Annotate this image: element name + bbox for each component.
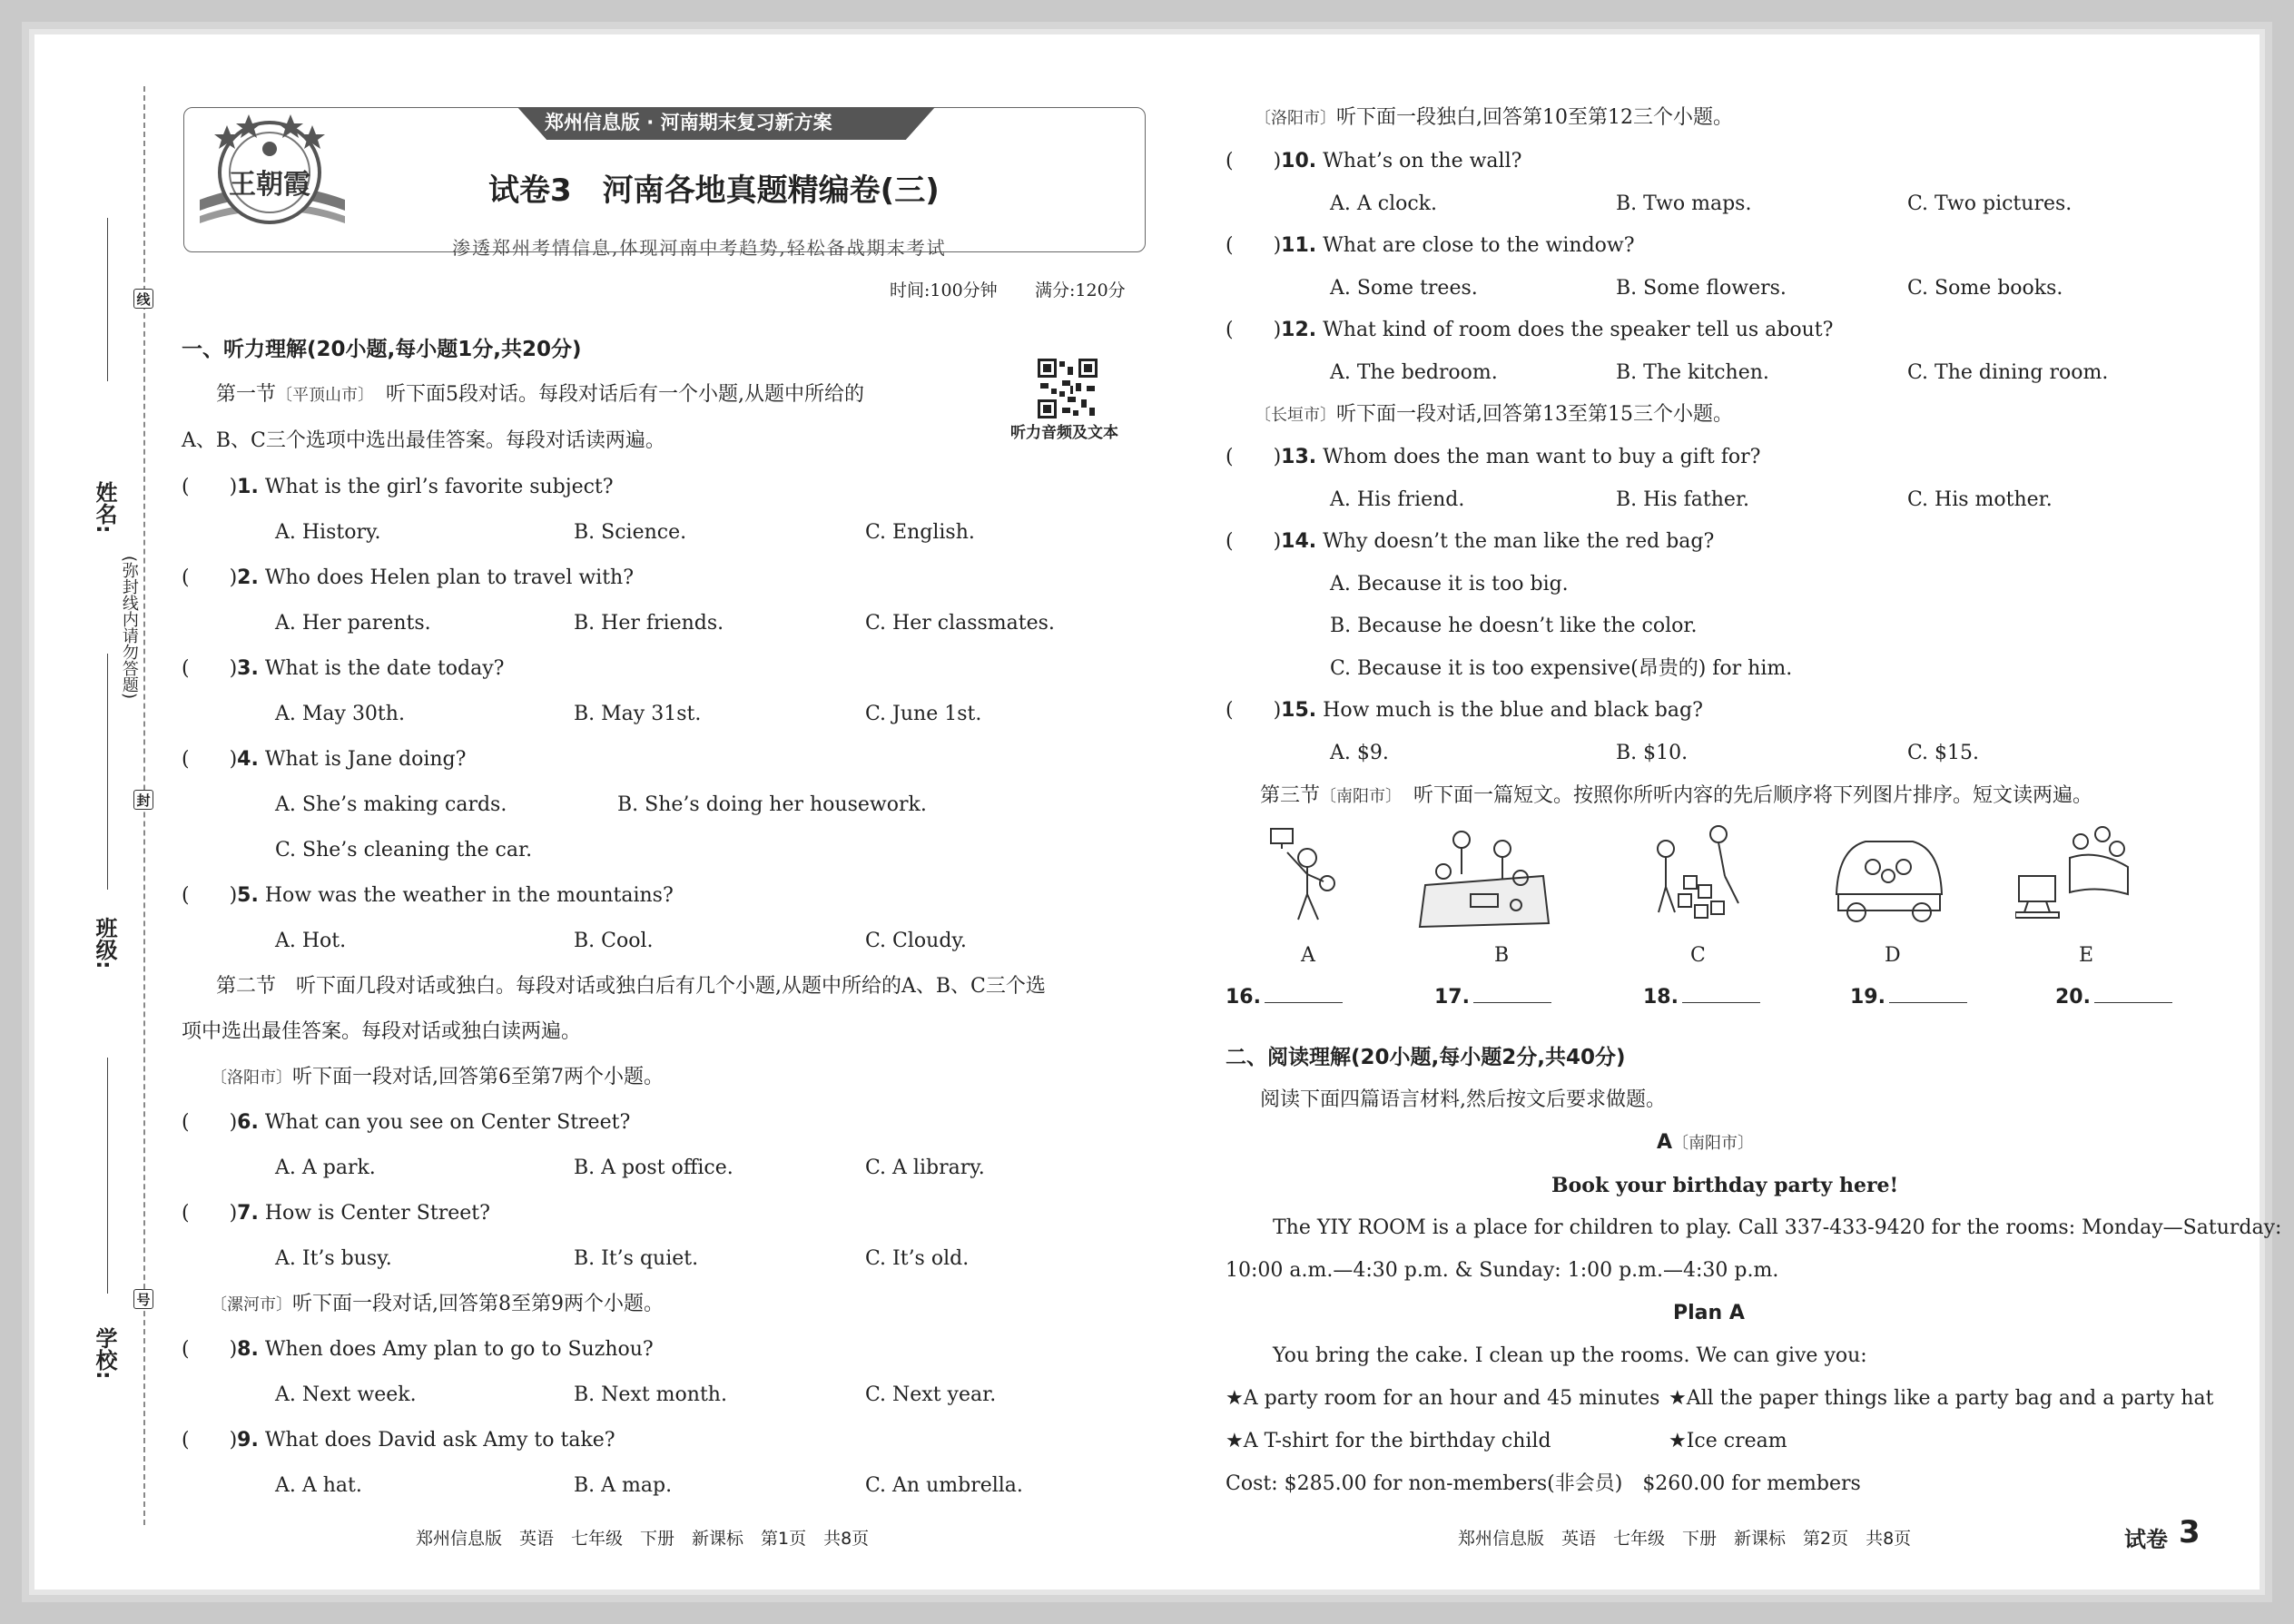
- part1-intro: 第一节〔平顶山市〕 听下面5段对话。每段对话后有一个小题,从题中所给的: [216, 383, 865, 406]
- option-6c[interactable]: C. A library.: [865, 1156, 985, 1179]
- question-5: ( )5. How was the weather in the mountains?: [182, 884, 674, 907]
- plan-item-1: ★A party room for an hour and 45 minutes: [1226, 1387, 1660, 1410]
- option-2a[interactable]: A. Her parents.: [275, 612, 431, 635]
- option-6a[interactable]: A. A park.: [275, 1156, 376, 1179]
- question-9: ( )9. What does David ask Amy to take?: [182, 1429, 615, 1452]
- picture-label-d: D: [1885, 944, 1901, 967]
- option-14b[interactable]: B. Because he doesn’t like the color.: [1330, 615, 1698, 637]
- picture-b: [1416, 822, 1552, 930]
- question-2: ( )2. Who does Helen plan to travel with?: [182, 566, 635, 589]
- exam-tag: 试卷: [2124, 1527, 2168, 1552]
- footer-right: 郑州信息版 英语 七年级 下册 新课标 第2页 共8页: [1458, 1529, 1912, 1549]
- time-limit: 时间:100分钟: [890, 281, 998, 300]
- option-8c[interactable]: C. Next year.: [865, 1383, 997, 1406]
- seal-brand-text: 王朝霞: [229, 169, 310, 201]
- question-15: ( )15. How much is the blue and black bag?: [1226, 699, 1703, 722]
- option-9b[interactable]: B. A map.: [574, 1474, 673, 1497]
- intro-q6-7: 〔洛阳市〕听下面一段对话,回答第6至第7两个小题。: [211, 1066, 664, 1088]
- option-6b[interactable]: B. A post office.: [574, 1156, 733, 1179]
- option-7b[interactable]: B. It’s quiet.: [574, 1247, 699, 1270]
- question-1: ( )1. What is the girl’s favorite subject?: [182, 476, 614, 498]
- option-11a[interactable]: A. Some trees.: [1330, 277, 1478, 300]
- part2-intro: 第二节 听下面几段对话或独白。每段对话或独白后有几个小题,从题中所给的A、B、C三个选: [216, 975, 1046, 998]
- option-13b[interactable]: B. His father.: [1616, 488, 1750, 511]
- option-12b[interactable]: B. The kitchen.: [1616, 361, 1769, 384]
- question-4: ( )4. What is Jane doing?: [182, 748, 467, 771]
- option-1a[interactable]: A. History.: [275, 521, 381, 544]
- option-9a[interactable]: A. A hat.: [275, 1474, 362, 1497]
- part3-intro: 第三节〔南阳市〕 听下面一篇短文。按照你所听内容的先后顺序将下列图片排序。短文读两遍。: [1260, 784, 2093, 807]
- name-underline: [107, 218, 108, 381]
- question-8: ( )8. When does Amy plan to go to Suzhou?: [182, 1338, 654, 1361]
- option-12a[interactable]: A. The bedroom.: [1330, 361, 1498, 384]
- option-1b[interactable]: B. Science.: [574, 521, 687, 544]
- question-10: ( )10. What’s on the wall?: [1226, 150, 1522, 172]
- part2-intro-line2: 项中选出最佳答案。每段对话或独白读两遍。: [182, 1020, 582, 1043]
- option-4a[interactable]: A. She’s making cards.: [275, 793, 507, 816]
- hao-seal-box: 号: [133, 1289, 153, 1309]
- intro-q10-12: 〔洛阳市〕听下面一段独白,回答第10至第12三个小题。: [1255, 106, 1733, 129]
- option-5c[interactable]: C. Cloudy.: [865, 930, 967, 952]
- question-6: ( )6. What can you see on Center Street?: [182, 1111, 631, 1134]
- plan-cost: Cost: $285.00 for non-members(非会员) $260.00 for members: [1226, 1472, 1861, 1495]
- passage-para1-line2: 10:00 a.m.—4:30 p.m. & Sunday: 1:00 p.m.—4:30 p.m.: [1226, 1259, 1779, 1282]
- picture-label-a: A: [1301, 944, 1315, 967]
- question-3: ( )3. What is the date today?: [182, 657, 505, 680]
- picture-c: [1639, 822, 1757, 930]
- section2-intro: 阅读下面四篇语言材料,然后按文后要求做题。: [1260, 1088, 1666, 1111]
- option-10b[interactable]: B. Two maps.: [1616, 192, 1752, 215]
- option-13a[interactable]: A. His friend.: [1330, 488, 1465, 511]
- plan-item-2: ★All the paper things like a party bag and a party hat: [1669, 1387, 2214, 1410]
- picture-a: [1251, 822, 1369, 930]
- picture-d: [1829, 822, 1947, 930]
- answer-blank-18[interactable]: 18.: [1643, 987, 1760, 1009]
- class-underline: [107, 654, 108, 890]
- option-8b[interactable]: B. Next month.: [574, 1383, 727, 1406]
- answer-blank-16[interactable]: 16.: [1226, 987, 1343, 1009]
- option-10a[interactable]: A. A clock.: [1330, 192, 1438, 215]
- option-3b[interactable]: B. May 31st.: [574, 703, 702, 725]
- picture-label-c: C: [1690, 944, 1706, 967]
- option-15b[interactable]: B. $10.: [1616, 742, 1689, 764]
- qr-label: 听力音频及文本: [1010, 424, 1118, 442]
- xian-seal-box: 线: [133, 289, 153, 309]
- footer-left: 郑州信息版 英语 七年级 下册 新课标 第1页 共8页: [416, 1529, 870, 1549]
- part1-intro-line2: A、B、C三个选项中选出最佳答案。每段对话读两遍。: [182, 429, 665, 452]
- question-12: ( )12. What kind of room does the speaker tell us about?: [1226, 319, 1834, 341]
- option-7c[interactable]: C. It’s old.: [865, 1247, 970, 1270]
- section2-heading: 二、阅读理解(20小题,每小题2分,共40分): [1226, 1046, 1626, 1069]
- passage-para1: The YIY ROOM is a place for children to play. Call 337-433-9420 for the rooms: Monday—Saturday:: [1273, 1216, 2282, 1239]
- picture-e: [2015, 822, 2133, 930]
- option-8a[interactable]: A. Next week.: [275, 1383, 417, 1406]
- option-12c[interactable]: C. The dining room.: [1907, 361, 2109, 384]
- banner-text: 郑州信息版 · 河南期末复习新方案: [545, 112, 832, 133]
- passage-title: Book your birthday party here!: [1551, 1174, 1899, 1197]
- option-5b[interactable]: B. Cool.: [574, 930, 654, 952]
- option-1c[interactable]: C. English.: [865, 521, 975, 544]
- seal-logo: [192, 109, 351, 250]
- seal-warning: (弥封线内请勿答题): [119, 556, 139, 700]
- qr-code[interactable]: [1038, 359, 1098, 418]
- answer-blank-17[interactable]: 17.: [1434, 987, 1551, 1009]
- class-label: 班级:: [92, 917, 117, 969]
- intro-q13-15: 〔长垣市〕听下面一段对话,回答第13至第15三个小题。: [1255, 403, 1733, 426]
- answer-blank-19[interactable]: 19.: [1850, 987, 1967, 1009]
- option-9c[interactable]: C. An umbrella.: [865, 1474, 1023, 1497]
- exam-tag-number: 3: [2179, 1514, 2200, 1550]
- option-5a[interactable]: A. Hot.: [275, 930, 347, 952]
- option-2c[interactable]: C. Her classmates.: [865, 612, 1055, 635]
- picture-label-e: E: [2079, 944, 2094, 967]
- option-15a[interactable]: A. $9.: [1330, 742, 1389, 764]
- plan-item-4: ★Ice cream: [1669, 1430, 1787, 1452]
- option-13c[interactable]: C. His mother.: [1907, 488, 2053, 511]
- intro-q8-9: 〔漯河市〕听下面一段对话,回答第8至第9两个小题。: [211, 1293, 664, 1315]
- option-3c[interactable]: C. June 1st.: [865, 703, 982, 725]
- exam-title: 试卷3 河南各地真题精编卷(三): [488, 172, 940, 209]
- plan-item-3: ★A T-shirt for the birthday child: [1226, 1430, 1551, 1452]
- school-label: 学校:: [92, 1327, 117, 1380]
- full-score: 满分:120分: [1035, 281, 1126, 300]
- option-7a[interactable]: A. It’s busy.: [275, 1247, 392, 1270]
- question-14: ( )14. Why doesn’t the man like the red bag?: [1226, 530, 1715, 553]
- school-underline: [107, 1058, 108, 1294]
- question-7: ( )7. How is Center Street?: [182, 1202, 490, 1225]
- option-11b[interactable]: B. Some flowers.: [1616, 277, 1787, 300]
- plan-a-intro: You bring the cake. I clean up the rooms. We can give you:: [1273, 1344, 1867, 1367]
- option-3a[interactable]: A. May 30th.: [275, 703, 405, 725]
- plan-a-title: Plan A: [1673, 1302, 1745, 1324]
- option-14a[interactable]: A. Because it is too big.: [1330, 573, 1569, 595]
- option-10c[interactable]: C. Two pictures.: [1907, 192, 2072, 215]
- feng-seal-box: 封: [133, 790, 153, 810]
- question-11: ( )11. What are close to the window?: [1226, 234, 1635, 257]
- section1-heading: 一、听力理解(20小题,每小题1分,共20分): [182, 338, 582, 361]
- answer-blank-20[interactable]: 20.: [2055, 987, 2172, 1009]
- option-14c[interactable]: C. Because it is too expensive(昂贵的) for him.: [1330, 657, 1793, 680]
- option-15c[interactable]: C. $15.: [1907, 742, 1980, 764]
- name-label: 姓名:: [92, 481, 117, 534]
- exam-subtitle: 渗透郑州考情信息,体现河南中考趋势,轻松备战期末考试: [452, 237, 947, 259]
- option-2b[interactable]: B. Her friends.: [574, 612, 724, 635]
- passage-a-label: A〔南阳市〕: [1657, 1131, 1755, 1154]
- option-4b[interactable]: B. She’s doing her housework.: [617, 793, 927, 816]
- question-13: ( )13. Whom does the man want to buy a gift for?: [1226, 446, 1761, 468]
- option-11c[interactable]: C. Some books.: [1907, 277, 2063, 300]
- option-4c[interactable]: C. She’s cleaning the car.: [275, 839, 533, 861]
- picture-label-b: B: [1494, 944, 1510, 967]
